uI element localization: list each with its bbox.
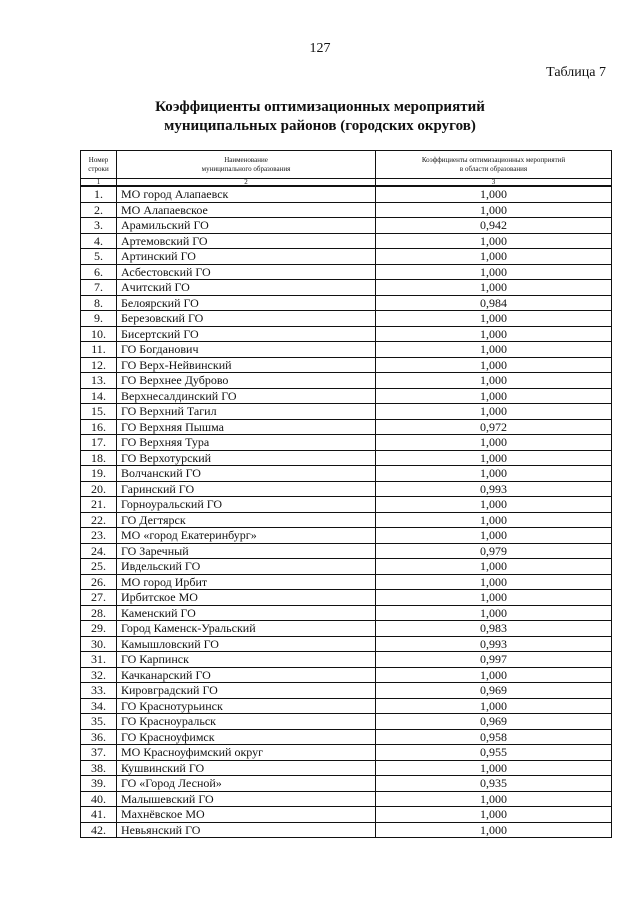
municipality-name-cell: ГО Заречный — [117, 543, 376, 559]
row-number-cell: 22. — [81, 512, 117, 528]
table-header-row — [81, 151, 612, 179]
column-index-row — [81, 179, 612, 187]
coefficient-cell: 1,000 — [376, 791, 612, 807]
municipality-name-cell: ГО Краснотурьинск — [117, 698, 376, 714]
coefficient-cell: 1,000 — [376, 497, 612, 513]
coefficient-cell: 1,000 — [376, 466, 612, 482]
table-row — [81, 233, 612, 249]
coefficient-cell: 0,969 — [376, 683, 612, 699]
table-label: Таблица 7 — [546, 65, 606, 80]
coefficient-cell: 0,984 — [376, 295, 612, 311]
header-name-line-2: муниципального образования — [201, 164, 291, 173]
row-number-cell: 15. — [81, 404, 117, 420]
coefficient-cell: 0,958 — [376, 729, 612, 745]
table-row — [81, 466, 612, 482]
row-number-cell: 38. — [81, 760, 117, 776]
table-row — [81, 435, 612, 451]
municipality-name-cell: ГО Красноуральск — [117, 714, 376, 730]
row-number-cell: 29. — [81, 621, 117, 637]
municipality-name-cell: Белоярский ГО — [117, 295, 376, 311]
municipality-name-cell: ГО Верхняя Пышма — [117, 419, 376, 435]
table-row — [81, 186, 612, 202]
table-row — [81, 295, 612, 311]
header-row-number — [81, 151, 117, 179]
coefficient-cell: 1,000 — [376, 667, 612, 683]
municipality-name-cell: Камышловский ГО — [117, 636, 376, 652]
municipality-name-cell: Город Каменск-Уральский — [117, 621, 376, 637]
table-row — [81, 543, 612, 559]
coefficient-cell: 1,000 — [376, 450, 612, 466]
title-line-2: муниципальных районов (городских округов) — [164, 118, 476, 134]
coefficient-cell: 1,000 — [376, 373, 612, 389]
row-number-cell: 42. — [81, 822, 117, 838]
row-number-cell: 5. — [81, 249, 117, 265]
table-row — [81, 667, 612, 683]
coefficient-cell: 1,000 — [376, 264, 612, 280]
coefficient-cell: 0,979 — [376, 543, 612, 559]
table-row — [81, 512, 612, 528]
row-number-cell: 37. — [81, 745, 117, 761]
row-number-cell: 21. — [81, 497, 117, 513]
municipality-name-cell: МО город Ирбит — [117, 574, 376, 590]
coefficient-cell: 1,000 — [376, 249, 612, 265]
coefficient-cell: 1,000 — [376, 202, 612, 218]
table-row — [81, 357, 612, 373]
row-number-cell: 26. — [81, 574, 117, 590]
row-number-cell: 4. — [81, 233, 117, 249]
table-row — [81, 264, 612, 280]
coefficients-table — [80, 150, 612, 838]
table-row — [81, 683, 612, 699]
row-number-cell: 31. — [81, 652, 117, 668]
table-row — [81, 249, 612, 265]
table-row — [81, 342, 612, 358]
table-row — [81, 497, 612, 513]
table-row — [81, 729, 612, 745]
table-body — [81, 186, 612, 838]
coefficient-cell: 0,997 — [376, 652, 612, 668]
table-row — [81, 822, 612, 838]
row-number-cell: 35. — [81, 714, 117, 730]
municipality-name-cell: ГО Красноуфимск — [117, 729, 376, 745]
row-number-cell: 9. — [81, 311, 117, 327]
page-title — [0, 98, 640, 136]
row-number-cell: 28. — [81, 605, 117, 621]
table-row — [81, 280, 612, 296]
coefficient-cell: 1,000 — [376, 590, 612, 606]
coefficient-cell: 0,969 — [376, 714, 612, 730]
municipality-name-cell: ГО Верхнее Дуброво — [117, 373, 376, 389]
coefficient-cell: 0,935 — [376, 776, 612, 792]
table-row — [81, 807, 612, 823]
municipality-name-cell: Невьянский ГО — [117, 822, 376, 838]
coefficient-cell: 1,000 — [376, 698, 612, 714]
coefficient-cell: 1,000 — [376, 574, 612, 590]
row-number-cell: 13. — [81, 373, 117, 389]
municipality-name-cell: Ачитский ГО — [117, 280, 376, 296]
table-row — [81, 590, 612, 606]
municipality-name-cell: Ивдельский ГО — [117, 559, 376, 575]
row-number-cell: 17. — [81, 435, 117, 451]
coefficient-cell: 1,000 — [376, 605, 612, 621]
row-number-cell: 33. — [81, 683, 117, 699]
table-row — [81, 791, 612, 807]
municipality-name-cell: ГО Верхняя Тура — [117, 435, 376, 451]
coefficient-cell: 1,000 — [376, 528, 612, 544]
row-number-cell: 39. — [81, 776, 117, 792]
municipality-name-cell: МО Красноуфимский округ — [117, 745, 376, 761]
row-number-cell: 11. — [81, 342, 117, 358]
coefficient-cell: 1,000 — [376, 311, 612, 327]
municipality-name-cell: Кушвинский ГО — [117, 760, 376, 776]
row-number-cell: 32. — [81, 667, 117, 683]
municipality-name-cell: Березовский ГО — [117, 311, 376, 327]
row-number-cell: 24. — [81, 543, 117, 559]
municipality-name-cell: Артинский ГО — [117, 249, 376, 265]
row-number-cell: 40. — [81, 791, 117, 807]
row-number-cell: 2. — [81, 202, 117, 218]
table-row — [81, 450, 612, 466]
table-row — [81, 760, 612, 776]
table-row — [81, 652, 612, 668]
coefficient-cell: 1,000 — [376, 807, 612, 823]
header-coef-line-2: в области образования — [459, 164, 528, 173]
municipality-name-cell: ГО «Город Лесной» — [117, 776, 376, 792]
header-coefficient — [376, 151, 612, 179]
municipality-name-cell: Кировградский ГО — [117, 683, 376, 699]
coefficient-cell: 1,000 — [376, 388, 612, 404]
column-index-2: 2 — [117, 179, 376, 187]
table-row — [81, 605, 612, 621]
row-number-cell: 6. — [81, 264, 117, 280]
header-coef-line-1: Коэффициенты оптимизационных мероприятий — [421, 155, 566, 164]
table-row — [81, 373, 612, 389]
row-number-cell: 30. — [81, 636, 117, 652]
table-row — [81, 621, 612, 637]
row-number-cell: 18. — [81, 450, 117, 466]
row-number-cell: 3. — [81, 218, 117, 234]
table-row — [81, 218, 612, 234]
header-municipality-name — [117, 151, 376, 179]
row-number-cell: 20. — [81, 481, 117, 497]
municipality-name-cell: Махнёвское МО — [117, 807, 376, 823]
table-row — [81, 419, 612, 435]
row-number-cell: 14. — [81, 388, 117, 404]
row-number-cell: 10. — [81, 326, 117, 342]
municipality-name-cell: МО город Алапаевск — [117, 186, 376, 202]
municipality-name-cell: Артемовский ГО — [117, 233, 376, 249]
coefficient-cell: 1,000 — [376, 357, 612, 373]
municipality-name-cell: Каменский ГО — [117, 605, 376, 621]
municipality-name-cell: Бисертский ГО — [117, 326, 376, 342]
table-row — [81, 745, 612, 761]
municipality-name-cell: Волчанский ГО — [117, 466, 376, 482]
municipality-name-cell: Горноуральский ГО — [117, 497, 376, 513]
coefficient-cell: 1,000 — [376, 822, 612, 838]
coefficient-cell: 1,000 — [376, 512, 612, 528]
municipality-name-cell: ГО Верхотурский — [117, 450, 376, 466]
header-name-line-1: Наименование — [224, 155, 268, 164]
header-row-number-line-2: строки — [88, 164, 109, 173]
column-index-1: 1 — [81, 179, 117, 187]
coefficient-cell: 0,983 — [376, 621, 612, 637]
row-number-cell: 27. — [81, 590, 117, 606]
municipality-name-cell: ГО Верхний Тагил — [117, 404, 376, 420]
table-row — [81, 714, 612, 730]
coefficient-cell: 0,955 — [376, 745, 612, 761]
page-number: 127 — [309, 41, 331, 56]
table-row — [81, 559, 612, 575]
table-row — [81, 636, 612, 652]
coefficient-cell: 0,993 — [376, 481, 612, 497]
title-line-1: Коэффициенты оптимизационных мероприятий — [155, 99, 485, 115]
row-number-cell: 34. — [81, 698, 117, 714]
coefficient-cell: 1,000 — [376, 435, 612, 451]
municipality-name-cell: Качканарский ГО — [117, 667, 376, 683]
row-number-cell: 12. — [81, 357, 117, 373]
row-number-cell: 7. — [81, 280, 117, 296]
row-number-cell: 25. — [81, 559, 117, 575]
coefficient-cell: 1,000 — [376, 233, 612, 249]
row-number-cell: 16. — [81, 419, 117, 435]
municipality-name-cell: Верхнесалдинский ГО — [117, 388, 376, 404]
municipality-name-cell: Арамильский ГО — [117, 218, 376, 234]
coefficient-cell: 1,000 — [376, 559, 612, 575]
coefficient-cell: 1,000 — [376, 326, 612, 342]
coefficient-cell: 0,972 — [376, 419, 612, 435]
coefficient-cell: 1,000 — [376, 280, 612, 296]
table-row — [81, 326, 612, 342]
municipality-name-cell: ГО Богданович — [117, 342, 376, 358]
table-row — [81, 574, 612, 590]
table-row — [81, 776, 612, 792]
municipality-name-cell: ГО Карпинск — [117, 652, 376, 668]
row-number-cell: 8. — [81, 295, 117, 311]
header-row-number-line-1: Номер — [88, 155, 109, 164]
coefficient-cell: 0,993 — [376, 636, 612, 652]
table-row — [81, 404, 612, 420]
coefficient-cell: 1,000 — [376, 342, 612, 358]
coefficient-cell: 0,942 — [376, 218, 612, 234]
column-index-3: 3 — [376, 179, 612, 187]
municipality-name-cell: Малышевский ГО — [117, 791, 376, 807]
table-row — [81, 528, 612, 544]
table-row — [81, 202, 612, 218]
municipality-name-cell: МО «город Екатеринбург» — [117, 528, 376, 544]
row-number-cell: 23. — [81, 528, 117, 544]
table-row — [81, 481, 612, 497]
row-number-cell: 19. — [81, 466, 117, 482]
coefficient-cell: 1,000 — [376, 404, 612, 420]
row-number-cell: 1. — [81, 186, 117, 202]
coefficient-cell: 1,000 — [376, 186, 612, 202]
table-row — [81, 698, 612, 714]
coefficient-cell: 1,000 — [376, 760, 612, 776]
municipality-name-cell: ГО Дегтярск — [117, 512, 376, 528]
municipality-name-cell: Ирбитское МО — [117, 590, 376, 606]
municipality-name-cell: Асбестовский ГО — [117, 264, 376, 280]
row-number-cell: 36. — [81, 729, 117, 745]
table-row — [81, 388, 612, 404]
municipality-name-cell: ГО Верх-Нейвинский — [117, 357, 376, 373]
municipality-name-cell: Гаринский ГО — [117, 481, 376, 497]
row-number-cell: 41. — [81, 807, 117, 823]
municipality-name-cell: МО Алапаевское — [117, 202, 376, 218]
table-row — [81, 311, 612, 327]
